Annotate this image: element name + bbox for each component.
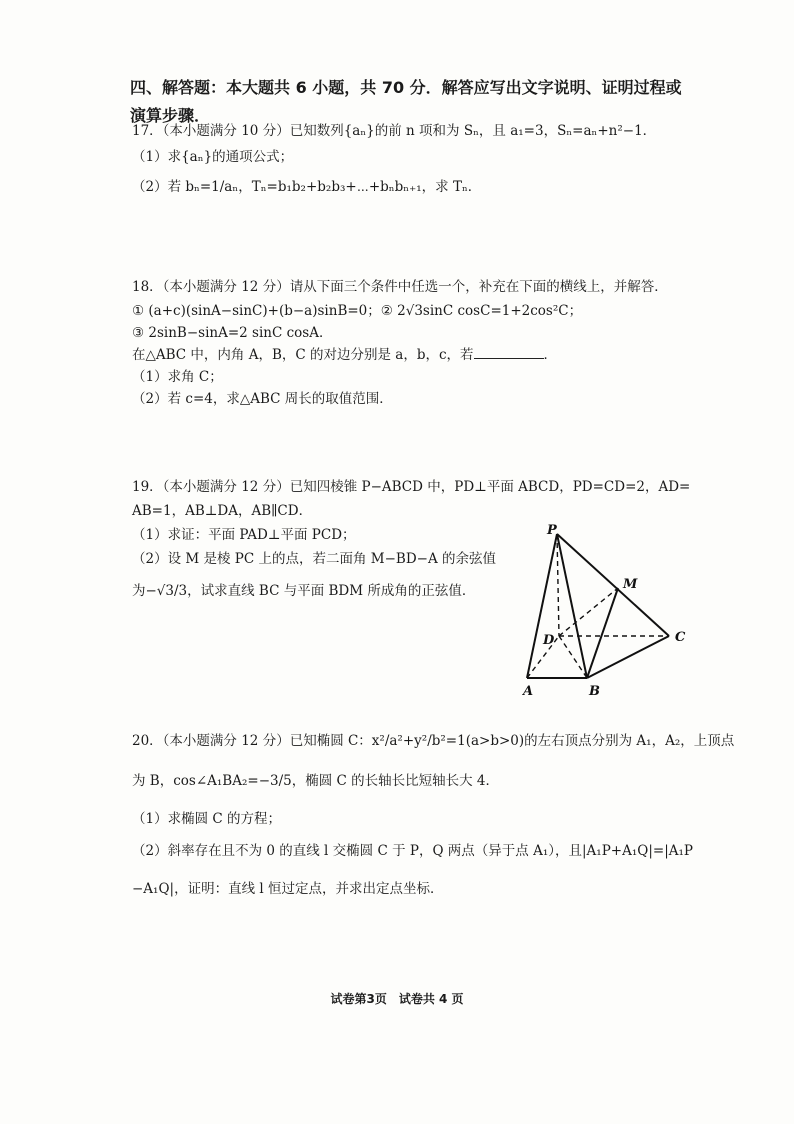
vertex-label-D: D: [543, 633, 555, 648]
q18-part1: （1）求角 C；: [132, 369, 223, 385]
q20-part2: （2）斜率存在且不为 0 的直线 l 交椭圆 C 于 P，Q 两点（异于点 A₁），且|A₁P+A₁Q|=|A₁P: [132, 843, 693, 859]
edge-PA: [527, 534, 557, 678]
q20-part1: （1）求椭圆 C 的方程；: [132, 811, 282, 827]
vertex-label-P: P: [547, 523, 557, 538]
q18-part2: （2）若 c=4，求△ABC 周长的取值范围．: [132, 391, 393, 407]
q18-setup-text: 在△ABC 中，内角 A，B，C 的对边分别是 a，b，c，若: [132, 347, 474, 363]
edge-PC: [557, 534, 669, 636]
q20-stem-line1: 20．（本小题满分 12 分）已知椭圆 C：x²/a²+y²/b²=1(a>b>0)的左右顶点分别为 A₁，A₂，上顶点: [132, 733, 735, 749]
q18-setup: [132, 344, 557, 366]
q18-conditions-1-2: ① (a+c)(sinA−sinC)+(b−a)sinB=0；② 2√3sinC cosC=1+2cos²C；: [132, 303, 583, 319]
q18-setup-end: ．: [543, 347, 558, 363]
vertex-label-A: A: [523, 684, 534, 699]
q17-stem: 17．（本小题满分 10 分）已知数列{aₙ}的前 n 项和为 Sₙ，且 a₁=3，Sₙ=aₙ+n²−1．: [132, 123, 657, 139]
pyramid-diagram: [515, 520, 695, 700]
q17-part2: （2）若 bₙ=1/aₙ，Tₙ=b₁b₂+b₂b₃+⋯+bₙbₙ₊₁，求 Tₙ．: [132, 179, 482, 195]
edge-PB: [557, 534, 587, 678]
section-heading: 四、解答题：本大题共 6 小题，共 70 分．解答应写出文字说明、证明过程或演算步骤．: [130, 78, 682, 125]
vertex-label-M: M: [623, 577, 638, 592]
q17-part1: （1）求{aₙ}的通项公式；: [132, 149, 294, 165]
q20-part2-cont: −A₁Q|，证明：直线 l 恒过定点，并求出定点坐标．: [132, 881, 444, 897]
q19-stem-line2: AB=1，AB⊥DA，AB∥CD．: [132, 503, 313, 519]
page-footer: 试卷第3页 试卷共 4 页: [330, 992, 464, 1006]
vertex-label-C: C: [675, 630, 686, 645]
vertex-label-B: B: [589, 684, 600, 699]
edge-PD-hidden: [557, 534, 559, 636]
q18-stem: 18．（本小题满分 12 分）请从下面三个条件中任选一个，补充在下面的横线上，并解答．: [132, 279, 668, 295]
q20-stem-line2: 为 B，cos∠A₁BA₂=−3/5，椭圆 C 的长轴长比短轴长大 4．: [132, 773, 500, 789]
q18-condition-3: ③ 2sinB−sinA=2 sinC cosA．: [132, 325, 333, 341]
answer-blank: [474, 344, 544, 359]
q19-stem-line1: 19．（本小题满分 12 分）已知四棱锥 P−ABCD 中，PD⊥平面 ABCD，PD=CD=2，AD=: [132, 479, 691, 495]
q19-part2-cont: 为−√3/3，试求直线 BC 与平面 BDM 所成角的正弦值．: [132, 583, 476, 599]
q19-part1: （1）求证：平面 PAD⊥平面 PCD；: [132, 527, 356, 543]
q19-part2: （2）设 M 是棱 PC 上的点，若二面角 M−BD−A 的余弦值: [132, 551, 497, 567]
